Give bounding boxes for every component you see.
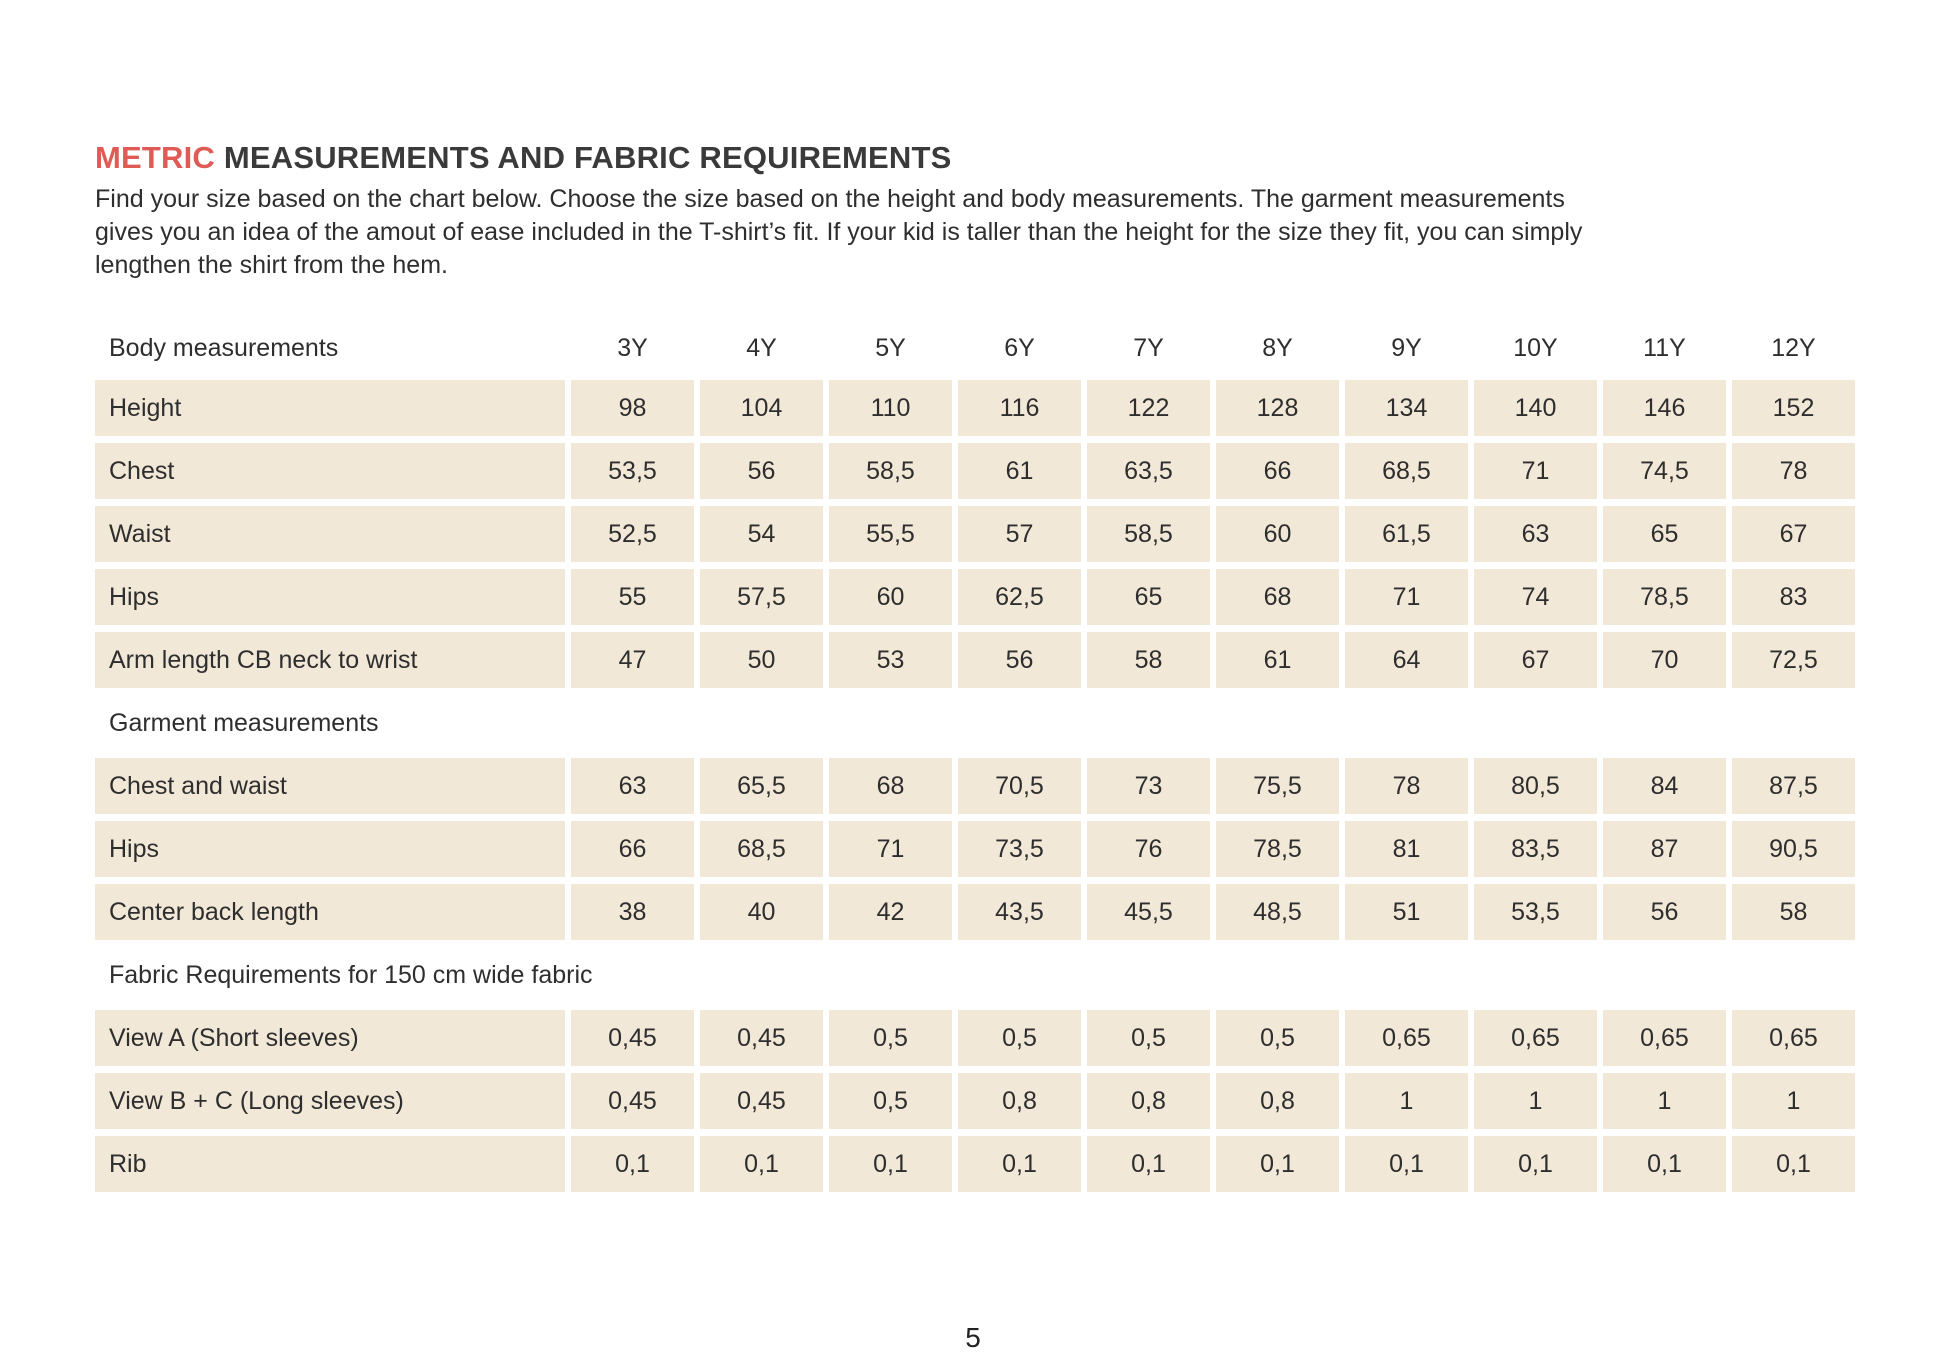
row-label: Hips (95, 569, 565, 625)
value-cell: 56 (1603, 884, 1726, 940)
value-cell: 71 (1345, 569, 1468, 625)
value-cell: 0,45 (700, 1073, 823, 1129)
page-content (95, 140, 1863, 1199)
value-cell: 66 (571, 821, 694, 877)
page-title-accent: METRIC (95, 140, 216, 175)
value-cell: 75,5 (1216, 758, 1339, 814)
value-cell: 78,5 (1603, 569, 1726, 625)
size-column-header: 3Y (617, 333, 648, 362)
value-cell: 65 (1087, 569, 1210, 625)
value-cell: 110 (829, 380, 952, 436)
value-cell: 55 (571, 569, 694, 625)
value-cell: 0,1 (1732, 1136, 1855, 1192)
value-cell: 0,1 (1087, 1136, 1210, 1192)
value-cell: 55,5 (829, 506, 952, 562)
value-cell: 0,45 (700, 1010, 823, 1066)
intro-line: Find your size based on the chart below. Choose the size based on the height and body measurements. The garment measurements (95, 185, 1565, 213)
value-cell: 38 (571, 884, 694, 940)
size-column-header: 12Y (1771, 333, 1816, 362)
value-cell: 0,1 (829, 1136, 952, 1192)
value-cell: 70 (1603, 632, 1726, 688)
value-cell: 58 (1732, 884, 1855, 940)
value-cell: 68 (829, 758, 952, 814)
table-row (95, 1136, 1863, 1192)
value-cell: 0,65 (1345, 1010, 1468, 1066)
value-cell: 71 (829, 821, 952, 877)
size-table-rows (95, 380, 1863, 1192)
size-column-header: 6Y (1004, 333, 1035, 362)
value-cell: 47 (571, 632, 694, 688)
row-label: Waist (95, 506, 565, 562)
value-cell: 0,8 (1216, 1073, 1339, 1129)
value-cell: 63,5 (1087, 443, 1210, 499)
value-cell: 63 (1474, 506, 1597, 562)
value-cell: 0,5 (1216, 1010, 1339, 1066)
value-cell: 0,1 (1474, 1136, 1597, 1192)
intro-line: lengthen the shirt from the hem. (95, 251, 448, 279)
value-cell: 134 (1345, 380, 1468, 436)
value-cell: 90,5 (1732, 821, 1855, 877)
value-cell: 57 (958, 506, 1081, 562)
value-cell: 0,1 (1216, 1136, 1339, 1192)
value-cell: 0,1 (958, 1136, 1081, 1192)
value-cell: 83,5 (1474, 821, 1597, 877)
size-column-header: 10Y (1513, 333, 1558, 362)
value-cell: 0,8 (1087, 1073, 1210, 1129)
table-row (95, 443, 1863, 499)
value-cell: 52,5 (571, 506, 694, 562)
size-column-header: 11Y (1643, 333, 1686, 362)
value-cell: 61 (1216, 632, 1339, 688)
value-cell: 116 (958, 380, 1081, 436)
value-cell: 78,5 (1216, 821, 1339, 877)
row-label: View A (Short sleeves) (95, 1010, 565, 1066)
value-cell: 68,5 (700, 821, 823, 877)
intro-paragraph (95, 183, 1863, 282)
value-cell: 53,5 (571, 443, 694, 499)
value-cell: 42 (829, 884, 952, 940)
table-row (95, 506, 1863, 562)
value-cell: 48,5 (1216, 884, 1339, 940)
value-cell: 65,5 (700, 758, 823, 814)
value-cell: 146 (1603, 380, 1726, 436)
value-cell: 62,5 (958, 569, 1081, 625)
table-row (95, 380, 1863, 436)
value-cell: 58,5 (1087, 506, 1210, 562)
value-cell: 73 (1087, 758, 1210, 814)
value-cell: 65 (1603, 506, 1726, 562)
value-cell: 1 (1474, 1073, 1597, 1129)
value-cell: 80,5 (1474, 758, 1597, 814)
value-cell: 71 (1474, 443, 1597, 499)
value-cell: 53,5 (1474, 884, 1597, 940)
value-cell: 0,1 (700, 1136, 823, 1192)
table-header-row (95, 326, 1863, 370)
value-cell: 0,5 (829, 1073, 952, 1129)
value-cell: 140 (1474, 380, 1597, 436)
value-cell: 0,1 (1345, 1136, 1468, 1192)
value-cell: 74,5 (1603, 443, 1726, 499)
page-title (95, 140, 1863, 176)
value-cell: 67 (1732, 506, 1855, 562)
value-cell: 64 (1345, 632, 1468, 688)
row-label: Chest and waist (95, 758, 565, 814)
value-cell: 56 (700, 443, 823, 499)
value-cell: 56 (958, 632, 1081, 688)
size-column-header: 8Y (1262, 333, 1293, 362)
value-cell: 0,65 (1474, 1010, 1597, 1066)
value-cell: 78 (1732, 443, 1855, 499)
value-cell: 1 (1603, 1073, 1726, 1129)
table-row (95, 632, 1863, 688)
section-heading: Garment measurements (109, 708, 379, 737)
size-column-header: 9Y (1391, 333, 1422, 362)
value-cell: 74 (1474, 569, 1597, 625)
value-cell: 0,5 (829, 1010, 952, 1066)
size-column-header: 5Y (875, 333, 906, 362)
value-cell: 67 (1474, 632, 1597, 688)
value-cell: 128 (1216, 380, 1339, 436)
value-cell: 50 (700, 632, 823, 688)
table-row (95, 1010, 1863, 1066)
value-cell: 84 (1603, 758, 1726, 814)
value-cell: 1 (1732, 1073, 1855, 1129)
section-heading: Fabric Requirements for 150 cm wide fabric (109, 960, 593, 989)
table-row (95, 821, 1863, 877)
value-cell: 83 (1732, 569, 1855, 625)
value-cell: 66 (1216, 443, 1339, 499)
value-cell: 40 (700, 884, 823, 940)
value-cell: 61,5 (1345, 506, 1468, 562)
value-cell: 0,65 (1603, 1010, 1726, 1066)
value-cell: 98 (571, 380, 694, 436)
value-cell: 68 (1216, 569, 1339, 625)
value-cell: 1 (1345, 1073, 1468, 1129)
value-cell: 0,5 (1087, 1010, 1210, 1066)
value-cell: 81 (1345, 821, 1468, 877)
value-cell: 58,5 (829, 443, 952, 499)
value-cell: 60 (829, 569, 952, 625)
value-cell: 63 (571, 758, 694, 814)
table-row (95, 758, 1863, 814)
value-cell: 0,1 (571, 1136, 694, 1192)
value-cell: 0,8 (958, 1073, 1081, 1129)
value-cell: 68,5 (1345, 443, 1468, 499)
value-cell: 60 (1216, 506, 1339, 562)
size-column-header: 4Y (746, 333, 777, 362)
row-label: Hips (95, 821, 565, 877)
row-label: Rib (95, 1136, 565, 1192)
value-cell: 78 (1345, 758, 1468, 814)
value-cell: 76 (1087, 821, 1210, 877)
value-cell: 45,5 (1087, 884, 1210, 940)
page-title-rest: MEASUREMENTS AND FABRIC REQUIREMENTS (215, 140, 952, 175)
value-cell: 104 (700, 380, 823, 436)
value-cell: 43,5 (958, 884, 1081, 940)
value-cell: 57,5 (700, 569, 823, 625)
size-column-header: 7Y (1133, 333, 1164, 362)
page-number: 5 (965, 1322, 981, 1353)
value-cell: 87 (1603, 821, 1726, 877)
value-cell: 58 (1087, 632, 1210, 688)
intro-line: gives you an idea of the amout of ease included in the T-shirt’s fit. If your kid is taller than the height for the size they fit, you can simply (95, 218, 1583, 246)
value-cell: 73,5 (958, 821, 1081, 877)
size-table (95, 326, 1863, 1192)
value-cell: 72,5 (1732, 632, 1855, 688)
value-cell: 70,5 (958, 758, 1081, 814)
value-cell: 61 (958, 443, 1081, 499)
value-cell: 54 (700, 506, 823, 562)
table-row (95, 884, 1863, 940)
value-cell: 0,45 (571, 1073, 694, 1129)
row-label: Center back length (95, 884, 565, 940)
value-cell: 0,65 (1732, 1010, 1855, 1066)
row-label: View B + C (Long sleeves) (95, 1073, 565, 1129)
value-cell: 53 (829, 632, 952, 688)
value-cell: 0,45 (571, 1010, 694, 1066)
row-label: Arm length CB neck to wrist (95, 632, 565, 688)
row-label: Height (95, 380, 565, 436)
value-cell: 122 (1087, 380, 1210, 436)
value-cell: 0,1 (1603, 1136, 1726, 1192)
table-row (95, 1073, 1863, 1129)
table-header-label: Body measurements (109, 333, 339, 362)
value-cell: 51 (1345, 884, 1468, 940)
value-cell: 87,5 (1732, 758, 1855, 814)
value-cell: 0,5 (958, 1010, 1081, 1066)
table-row (95, 569, 1863, 625)
value-cell: 152 (1732, 380, 1855, 436)
row-label: Chest (95, 443, 565, 499)
